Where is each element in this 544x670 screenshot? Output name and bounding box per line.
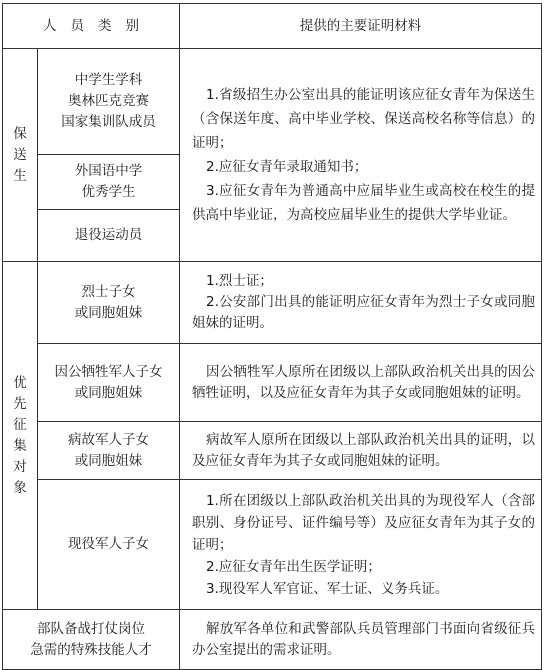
materials-martyr-children: 1.烈士证； 2.公安部门出具的能证明应征女青年为烈士子女或同胞姐妹的证明。 <box>180 262 542 344</box>
header-materials: 提供的主要证明材料 <box>180 4 542 49</box>
category-retired-athlete: 退役运动员 <box>38 210 180 262</box>
table-row <box>3 422 542 480</box>
table-row <box>3 344 542 422</box>
category-special-skills: 部队备战打仗岗位 急需的特殊技能人才 <box>3 610 180 670</box>
category-olympiad: 中学生学科 奥林匹克竞赛 国家集训队成员 <box>38 49 180 155</box>
materials-illness-death-children: 病故军人原所在团级以上部队政治机关出具的证明，以及应征女青年为其子女或同胞姐妹的证明。 <box>180 422 542 480</box>
category-martyr-children: 烈士子女 或同胞姐妹 <box>38 262 180 344</box>
table-row <box>3 480 542 610</box>
table-row <box>3 262 542 344</box>
table-row <box>3 49 542 155</box>
materials-baosongsheng: 1.省级招生办公室出具的能证明该应征女青年为保送生（含保送年度、高中毕业学校、保送高校名称等信息）的证明； 2.应征女青年录取通知书； 3.应征女青年为普通高中应届毕业生或高校在校生的提供高中毕业证，为高校应届毕业生的提供大学毕业证。 <box>180 49 542 262</box>
category-illness-death-children: 病故军人子女 或同胞姐妹 <box>38 422 180 480</box>
group-priority: 优 先 征 集 对 象 <box>3 262 38 610</box>
materials-table <box>2 3 542 670</box>
materials-active-soldier-children: 1.所在团级以上部队政治机关出具的为现役军人（含部职别、身份证号、证件编号等）及应征女青年为其子女的证明； 2.应征女青年出生医学证明； 3.现役军人军官证、军士证、义务兵证。 <box>180 480 542 610</box>
category-active-soldier-children: 现役军人子女 <box>38 480 180 610</box>
materials-duty-death-children: 因公牺牲军人原所在团级以上部队政治机关出具的因公牺牲证明，以及应征女青年为其子女或同胞姐妹的证明。 <box>180 344 542 422</box>
header-category: 人员类别 <box>3 4 180 49</box>
category-foreign-language: 外国语中学 优秀学生 <box>38 155 180 210</box>
materials-special-skills: 解放军各单位和武警部队兵员管理部门书面向省级征兵办公室提出的需求证明。 <box>180 610 542 670</box>
category-duty-death-children: 因公牺牲军人子女 或同胞姐妹 <box>38 344 180 422</box>
group-baosongsheng: 保 送 生 <box>3 49 38 262</box>
table-row <box>3 610 542 670</box>
header-row <box>3 4 542 49</box>
